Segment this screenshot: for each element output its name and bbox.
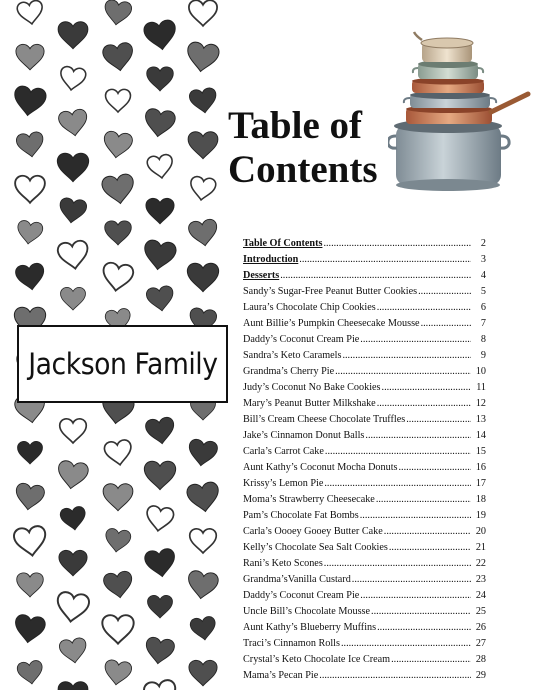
toc-leader-dots bbox=[377, 398, 471, 409]
toc-entry[interactable] bbox=[243, 366, 486, 382]
toc-leader-dots bbox=[323, 238, 471, 249]
toc-entry[interactable] bbox=[243, 286, 486, 302]
toc-leader-dots bbox=[342, 350, 471, 361]
toc-entry[interactable] bbox=[243, 494, 486, 510]
toc-entry[interactable] bbox=[243, 462, 486, 478]
toc-leader-dots bbox=[391, 654, 471, 665]
toc-leader-dots bbox=[280, 270, 471, 281]
heart-icon bbox=[56, 460, 89, 491]
toc-entry[interactable] bbox=[243, 382, 486, 398]
toc-entry[interactable] bbox=[243, 670, 486, 686]
toc-entry-title: Kelly’s Chocolate Sea Salt Cookies bbox=[243, 542, 388, 553]
heart-icon bbox=[16, 220, 44, 246]
toc-entry-page: 22 bbox=[475, 558, 486, 569]
heart-icon bbox=[188, 132, 218, 159]
heart-icon bbox=[144, 636, 175, 665]
heart-icon bbox=[104, 528, 132, 554]
table-of-contents-list bbox=[243, 238, 486, 686]
heart-icon bbox=[187, 263, 218, 291]
toc-entry-page: 20 bbox=[475, 526, 486, 537]
toc-entry-title: Aunt Kathy’s Blueberry Muffins bbox=[243, 622, 377, 633]
heart-icon bbox=[143, 679, 178, 690]
heart-icon bbox=[189, 660, 217, 686]
heart-icon bbox=[186, 481, 221, 514]
page-title-line1: Table of bbox=[228, 104, 363, 147]
heart-icon bbox=[103, 659, 133, 687]
heart-icon bbox=[103, 0, 133, 27]
toc-leader-dots bbox=[299, 254, 471, 265]
toc-leader-dots bbox=[324, 558, 471, 569]
heart-icon bbox=[146, 285, 176, 313]
toc-entry-page: 19 bbox=[475, 510, 486, 521]
heart-icon bbox=[55, 591, 90, 624]
toc-entry[interactable] bbox=[243, 590, 486, 606]
toc-entry-title: Uncle Bill’s Chocolate Mousse bbox=[243, 606, 371, 617]
heart-icon bbox=[189, 87, 219, 115]
toc-leader-dots bbox=[325, 446, 471, 457]
toc-leader-dots bbox=[324, 478, 471, 489]
toc-entry-page: 5 bbox=[480, 286, 486, 297]
toc-entry-page: 3 bbox=[480, 254, 486, 265]
toc-entry-title: Grandma’s Cherry Pie bbox=[243, 366, 335, 377]
heart-icon bbox=[189, 0, 217, 26]
heart-icon bbox=[16, 660, 44, 686]
toc-leader-dots bbox=[389, 542, 471, 553]
toc-entry-page: 11 bbox=[476, 382, 486, 393]
heart-icon bbox=[16, 0, 44, 26]
toc-entry[interactable] bbox=[243, 318, 486, 334]
heart-icon bbox=[146, 198, 174, 224]
toc-leader-dots bbox=[384, 526, 471, 537]
toc-entry[interactable] bbox=[243, 398, 486, 414]
heart-icon bbox=[189, 616, 217, 642]
toc-entry-page: 9 bbox=[480, 350, 486, 361]
toc-entry-page: 29 bbox=[475, 670, 486, 681]
stacked-pots-illustration bbox=[388, 28, 533, 196]
heart-icon bbox=[189, 176, 217, 202]
toc-entry-title: Crystal’s Keto Chocolate Ice Cream bbox=[243, 654, 391, 665]
page-title-line2: Contents bbox=[228, 148, 378, 191]
toc-entry-title: Grandma’sVanilla Custard bbox=[243, 574, 351, 585]
toc-entry-title: Introduction bbox=[243, 254, 299, 265]
toc-entry-page: 4 bbox=[480, 270, 486, 281]
toc-leader-dots bbox=[406, 414, 471, 425]
heart-icon bbox=[148, 595, 173, 618]
heart-icon bbox=[58, 197, 88, 225]
heart-icon bbox=[12, 85, 47, 118]
toc-entry-title: Sandy’s Sugar-Free Peanut Butter Cookies bbox=[243, 286, 418, 297]
heart-icon bbox=[190, 529, 217, 553]
toc-entry-page: 2 bbox=[480, 238, 486, 249]
toc-leader-dots bbox=[360, 590, 471, 601]
heart-icon bbox=[57, 240, 90, 271]
toc-leader-dots bbox=[352, 574, 471, 585]
toc-entry-title: Laura’s Chocolate Chip Cookies bbox=[243, 302, 376, 313]
toc-entry[interactable] bbox=[243, 526, 486, 542]
toc-entry-title: Aunt Billie’s Pumpkin Cheesecake Mousse bbox=[243, 318, 420, 329]
toc-entry-page: 23 bbox=[475, 574, 486, 585]
page-title bbox=[228, 104, 378, 192]
heart-icon bbox=[18, 441, 43, 464]
toc-entry[interactable] bbox=[243, 622, 486, 638]
heart-icon bbox=[60, 419, 87, 443]
heart-icon bbox=[16, 131, 46, 159]
heart-icon bbox=[15, 176, 45, 203]
toc-entry-page: 8 bbox=[480, 334, 486, 345]
toc-entry[interactable] bbox=[243, 606, 486, 622]
heart-icon bbox=[13, 614, 46, 645]
heart-icon bbox=[102, 615, 133, 643]
toc-entry[interactable] bbox=[243, 430, 486, 446]
heart-icon bbox=[145, 416, 176, 445]
toc-entry[interactable] bbox=[243, 414, 486, 430]
heart-icon bbox=[147, 67, 174, 91]
toc-entry-page: 27 bbox=[475, 638, 486, 649]
toc-leader-dots bbox=[382, 382, 471, 393]
toc-entry-title: Aunt Kathy’s Coconut Mocha Donuts bbox=[243, 462, 398, 473]
toc-entry-page: 17 bbox=[475, 478, 486, 489]
toc-entry[interactable] bbox=[243, 334, 486, 350]
heart-icon bbox=[59, 506, 87, 532]
toc-entry-page: 15 bbox=[475, 446, 486, 457]
toc-entry-page: 13 bbox=[475, 414, 486, 425]
toc-entry-title: Jake’s Cinnamon Donut Balls bbox=[243, 430, 365, 441]
heart-icon bbox=[16, 44, 44, 70]
toc-entry[interactable] bbox=[243, 478, 486, 494]
heart-icon bbox=[58, 682, 88, 690]
toc-leader-dots bbox=[377, 622, 471, 633]
toc-entry[interactable] bbox=[243, 254, 486, 270]
toc-entry[interactable] bbox=[243, 638, 486, 654]
heart-icon bbox=[61, 287, 86, 310]
toc-entry-title: Daddy’s Coconut Cream Pie bbox=[243, 334, 360, 345]
toc-entry[interactable] bbox=[243, 574, 486, 590]
toc-entry-title: Judy’s Coconut No Bake Cookies bbox=[243, 382, 381, 393]
heart-icon bbox=[185, 41, 220, 74]
heart-icon bbox=[102, 42, 135, 73]
toc-entry-page: 6 bbox=[480, 302, 486, 313]
toc-entry[interactable] bbox=[243, 558, 486, 574]
toc-entry-page: 12 bbox=[475, 398, 486, 409]
heart-icon bbox=[188, 218, 219, 247]
heart-icon bbox=[58, 22, 88, 49]
toc-entry[interactable] bbox=[243, 350, 486, 366]
toc-entry-title: Bill’s Cream Cheese Chocolate Truffles bbox=[243, 414, 406, 425]
toc-entry[interactable] bbox=[243, 510, 486, 526]
toc-entry-title: Rani’s Keto Scones bbox=[243, 558, 323, 569]
toc-entry-page: 21 bbox=[475, 542, 486, 553]
family-name-box bbox=[17, 325, 228, 403]
toc-leader-dots bbox=[399, 462, 472, 473]
toc-entry-title: Pam’s Chocolate Fat Bombs bbox=[243, 510, 359, 521]
heart-icon bbox=[144, 461, 175, 489]
toc-entry-title: Sandra’s Keto Caramels bbox=[243, 350, 342, 361]
toc-entry-title: Desserts bbox=[243, 270, 280, 281]
family-name-label: Jackson Family bbox=[27, 347, 218, 381]
toc-leader-dots bbox=[377, 302, 471, 313]
toc-entry-title: Traci’s Cinnamon Rolls bbox=[243, 638, 340, 649]
heart-icon bbox=[17, 573, 44, 597]
heart-icon bbox=[14, 482, 45, 511]
toc-entry-title: Moma’s Strawberry Cheesecake bbox=[243, 494, 375, 505]
heart-icon bbox=[57, 153, 88, 181]
heart-icon bbox=[186, 570, 219, 601]
heart-icon bbox=[146, 154, 174, 180]
toc-entry-page: 26 bbox=[475, 622, 486, 633]
toc-entry-title: Mama’s Pecan Pie bbox=[243, 670, 319, 681]
toc-leader-dots bbox=[421, 318, 471, 329]
toc-entry-page: 24 bbox=[475, 590, 486, 601]
heart-icon bbox=[13, 525, 48, 558]
heart-icon bbox=[103, 484, 133, 511]
toc-entry[interactable] bbox=[243, 302, 486, 318]
heart-icon bbox=[59, 66, 87, 92]
heart-icon bbox=[15, 262, 46, 291]
toc-entry-title: Table Of Contents bbox=[243, 238, 323, 249]
toc-entry-title: Mary’s Peanut Butter Milkshake bbox=[243, 398, 376, 409]
toc-entry-title: Carla’s Carrot Cake bbox=[243, 446, 324, 457]
toc-leader-dots bbox=[371, 606, 471, 617]
heart-icon bbox=[105, 221, 132, 245]
toc-leader-dots bbox=[319, 670, 471, 681]
toc-entry-page: 14 bbox=[475, 430, 486, 441]
heart-icon bbox=[187, 438, 218, 467]
toc-entry-page: 18 bbox=[475, 494, 486, 505]
heart-icon bbox=[59, 637, 89, 665]
toc-entry-title: Carla’s Oooey Gooey Butter Cake bbox=[243, 526, 383, 537]
heart-icon bbox=[103, 570, 134, 599]
toc-entry-page: 10 bbox=[475, 366, 486, 377]
heart-icon bbox=[142, 239, 177, 272]
toc-entry-page: 16 bbox=[475, 462, 486, 473]
toc-entry-page: 7 bbox=[480, 318, 486, 329]
toc-entry[interactable] bbox=[243, 446, 486, 462]
toc-leader-dots bbox=[360, 334, 471, 345]
heart-icon bbox=[101, 262, 134, 293]
toc-entry-page: 25 bbox=[475, 606, 486, 617]
toc-entry[interactable] bbox=[243, 542, 486, 558]
toc-leader-dots bbox=[365, 430, 471, 441]
toc-entry-title: Krissy’s Lemon Pie bbox=[243, 478, 324, 489]
toc-entry[interactable] bbox=[243, 270, 486, 286]
heart-icon bbox=[144, 548, 177, 579]
heart-icon bbox=[145, 505, 175, 533]
heart-icon bbox=[58, 108, 89, 137]
heart-icon bbox=[104, 439, 134, 467]
heart-icon bbox=[59, 550, 87, 576]
heart-icon bbox=[143, 108, 176, 139]
toc-leader-dots bbox=[418, 286, 471, 297]
heart-icon bbox=[106, 89, 131, 112]
toc-entry-title: Daddy’s Coconut Cream Pie bbox=[243, 590, 360, 601]
toc-leader-dots bbox=[360, 510, 471, 521]
toc-entry[interactable] bbox=[243, 238, 486, 254]
toc-entry[interactable] bbox=[243, 654, 486, 670]
toc-leader-dots bbox=[341, 638, 471, 649]
toc-leader-dots bbox=[335, 366, 471, 377]
toc-leader-dots bbox=[376, 494, 471, 505]
toc-entry-page: 28 bbox=[475, 654, 486, 665]
heart-icon bbox=[143, 19, 178, 52]
heart-icon bbox=[101, 173, 136, 206]
heart-icon bbox=[102, 130, 133, 159]
